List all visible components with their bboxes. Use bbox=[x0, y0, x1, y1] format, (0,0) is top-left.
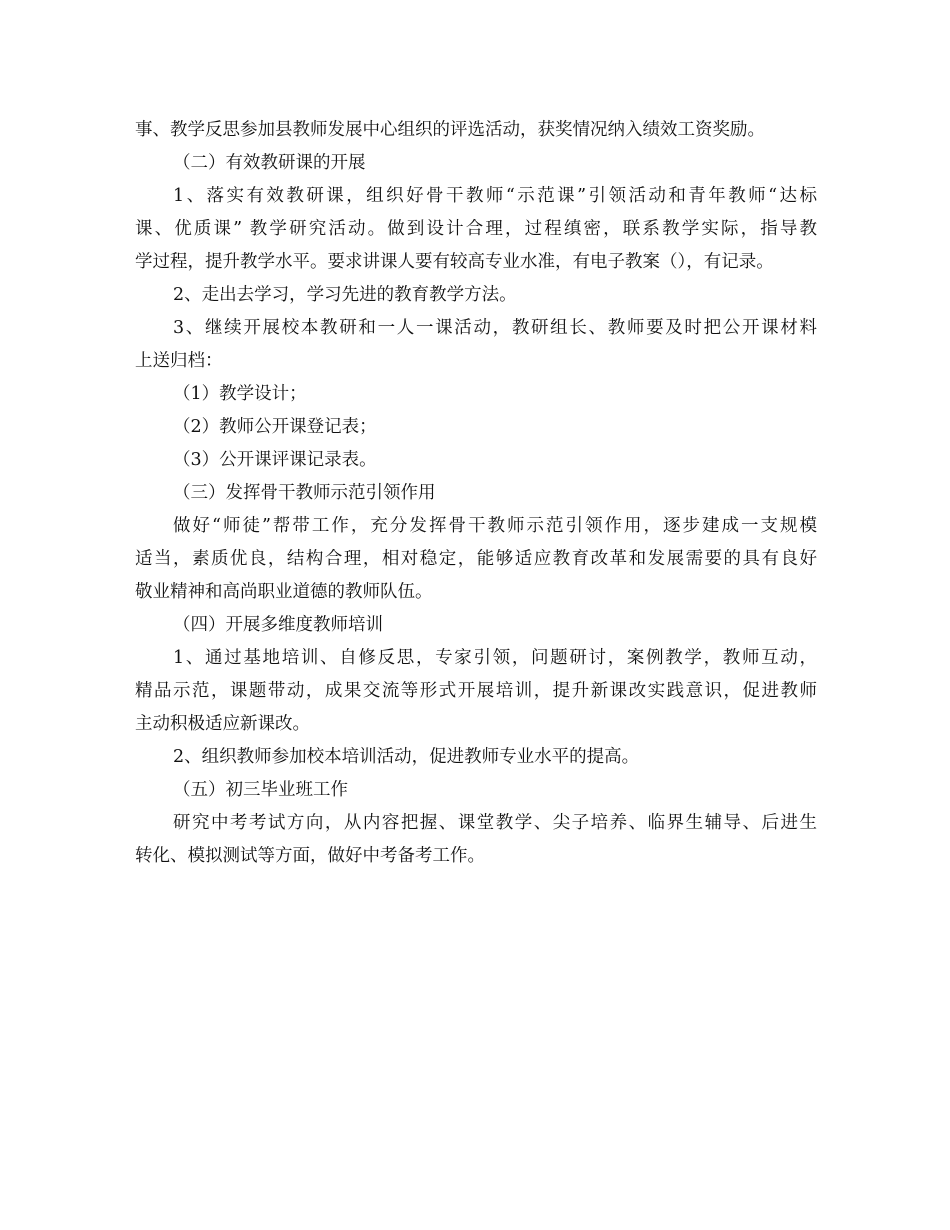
text-line: 3、继续开展校本教研和一人一课活动，教研组长、教师要及时把公开课材料 bbox=[173, 318, 817, 338]
text-line: 敬业精神和高尚职业道德的教师队伍。 bbox=[135, 582, 433, 602]
text-line: 转化、模拟测试等方面，做好中考备考工作。 bbox=[135, 846, 485, 866]
list-item: （1）教学设计； bbox=[173, 384, 307, 404]
text-line: 精品示范，课题带动，成果交流等形式开展培训，提升新课改实践意识，促进教师 bbox=[135, 681, 817, 701]
section-heading: （五）初三毕业班工作 bbox=[173, 780, 348, 800]
text-line: 主动积极适应新课改。 bbox=[135, 714, 310, 734]
text-line: 研究中考考试方向，从内容把握、课堂教学、尖子培养、临界生辅导、后进生 bbox=[173, 813, 817, 833]
text-line: 2、组织教师参加校本培训活动，促进教师专业水平的提高。 bbox=[173, 747, 640, 767]
text-line: 事、教学反思参加县教师发展中心组织的评选活动，获奖情况纳入绩效工资奖励。 bbox=[135, 120, 765, 140]
section-heading: （三）发挥骨干教师示范引领作用 bbox=[173, 483, 436, 503]
text-line: 2、走出去学习，学习先进的教育教学方法。 bbox=[173, 285, 517, 305]
list-item: （2）教师公开课登记表； bbox=[173, 417, 377, 437]
text-line: 1、落实有效教研课，组织好骨干教师“示范课”引领活动和青年教师“达标 bbox=[173, 186, 817, 206]
list-item: （3）公开课评课记录表。 bbox=[173, 450, 377, 470]
text-line: 课、优质课” 教学研究活动。做到设计合理，过程缜密，联系教学实际，指导教 bbox=[135, 219, 817, 239]
text-line: 做好“师徒”帮带工作，充分发挥骨干教师示范引领作用，逐步建成一支规模 bbox=[173, 516, 817, 536]
section-heading: （二）有效教研课的开展 bbox=[173, 153, 366, 173]
text-line: 适当，素质优良，结构合理，相对稳定，能够适应教育改革和发展需要的具有良好 bbox=[135, 549, 817, 569]
text-line: 1、通过基地培训、自修反思，专家引领，问题研讨，案例教学，教师互动， bbox=[173, 648, 817, 668]
text-line: 上送归档： bbox=[135, 351, 223, 371]
section-heading: （四）开展多维度教师培训 bbox=[173, 615, 383, 635]
document-body bbox=[135, 114, 817, 873]
text-line: 学过程，提升教学水平。要求讲课人要有较高专业水准，有电子教案（），有记录。 bbox=[135, 252, 774, 272]
